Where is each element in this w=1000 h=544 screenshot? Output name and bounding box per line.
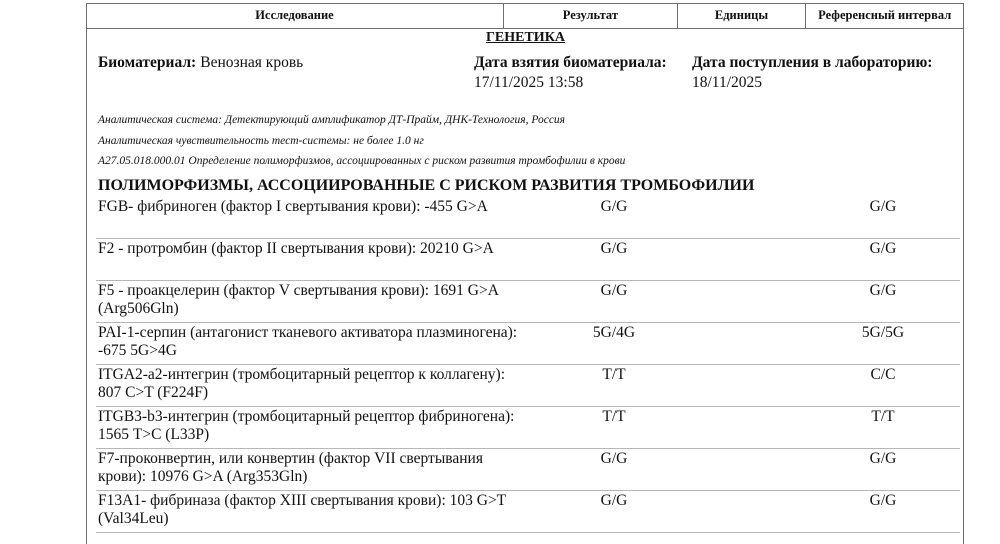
table-row xyxy=(96,197,960,239)
table-row xyxy=(96,239,960,281)
row-name: ITGA2-a2-интегрин (тромбоцитарный рецептор к коллагену): 807 C>T (F224F) xyxy=(98,366,506,401)
row-name: F2 - протромбин (фактор II свертывания крови): 20210 G>A xyxy=(98,240,494,257)
row-name: PAI-1-серпин (антагонист тканевого активатора плазминогена): -675 5G>4G xyxy=(98,324,518,359)
section-title: ГЕНЕТИКА xyxy=(486,30,565,45)
row-result: G/G xyxy=(600,198,628,215)
header-reference: Референсный интервал xyxy=(818,8,952,22)
header-units: Единицы xyxy=(678,3,807,28)
row-name: F5 - проакцелерин (фактор V свертывания крови): 1691 G>A (Arg506Gln) xyxy=(98,282,499,317)
row-reference: G/G xyxy=(869,450,897,467)
biomaterial xyxy=(98,54,303,72)
row-result: G/G xyxy=(600,450,628,467)
header-result: Результат xyxy=(504,3,678,28)
row-reference: T/T xyxy=(871,408,895,425)
table-row xyxy=(96,491,960,533)
table-row xyxy=(96,281,960,323)
table-row xyxy=(96,323,960,365)
row-reference: G/G xyxy=(869,492,897,509)
header-study: Исследование xyxy=(86,3,504,28)
row-result: T/T xyxy=(602,366,626,383)
row-name: F13A1- фибриназа (фактор XIII свертывания крови): 103 G>T (Val34Leu) xyxy=(98,492,506,527)
received-date-value: 18/11/2025 xyxy=(692,74,763,91)
received-date-label: Дата поступления в лабораторию: xyxy=(692,54,933,71)
row-reference: C/C xyxy=(870,366,896,383)
biomaterial-value: Венозная кровь xyxy=(200,54,304,71)
panel-title: ПОЛИМОРФИЗМЫ, АССОЦИИРОВАННЫЕ С РИСКОМ РАЗВИТИЯ ТРОМБОФИЛИИ xyxy=(98,177,755,194)
row-name: ITGB3-b3-интегрин (тромбоцитарный рецептор фибриногена): 1565 T>C (L33P) xyxy=(98,408,515,443)
sample-date-value: 17/11/2025 13:58 xyxy=(474,74,584,91)
note-sensitivity: Аналитическая чувствительность тест-системы: не более 1.0 нг xyxy=(98,135,424,147)
row-name: F7-проконвертин, или конвертин (фактор VII свертывания крови): 10976 G>A (Arg353Gln) xyxy=(98,450,483,485)
biomaterial-label: Биоматериал: xyxy=(98,54,197,71)
table-header xyxy=(86,3,963,29)
row-reference: 5G/5G xyxy=(861,324,905,341)
table-row xyxy=(96,449,960,491)
row-reference: G/G xyxy=(869,198,897,215)
row-result: G/G xyxy=(600,240,628,257)
row-result: 5G/4G xyxy=(592,324,636,341)
row-result: G/G xyxy=(600,282,628,299)
row-reference: G/G xyxy=(869,240,897,257)
row-result: G/G xyxy=(600,492,628,509)
row-reference: G/G xyxy=(869,282,897,299)
note-service-code: A27.05.018.000.01 Определение полиморфизмов, ассоциированных с риском развития тромбофилии в крови xyxy=(98,155,626,167)
table-row xyxy=(96,407,960,449)
table-row xyxy=(96,365,960,407)
row-name: FGB- фибриноген (фактор I свертывания крови): -455 G>A xyxy=(98,198,488,215)
row-result: T/T xyxy=(602,408,626,425)
note-analytic-system: Аналитическая система: Детектирующий амплификатор ДТ-Прайм, ДНК-Технология, Россия xyxy=(98,114,566,126)
sample-date-label: Дата взятия биоматериала: xyxy=(474,54,667,71)
